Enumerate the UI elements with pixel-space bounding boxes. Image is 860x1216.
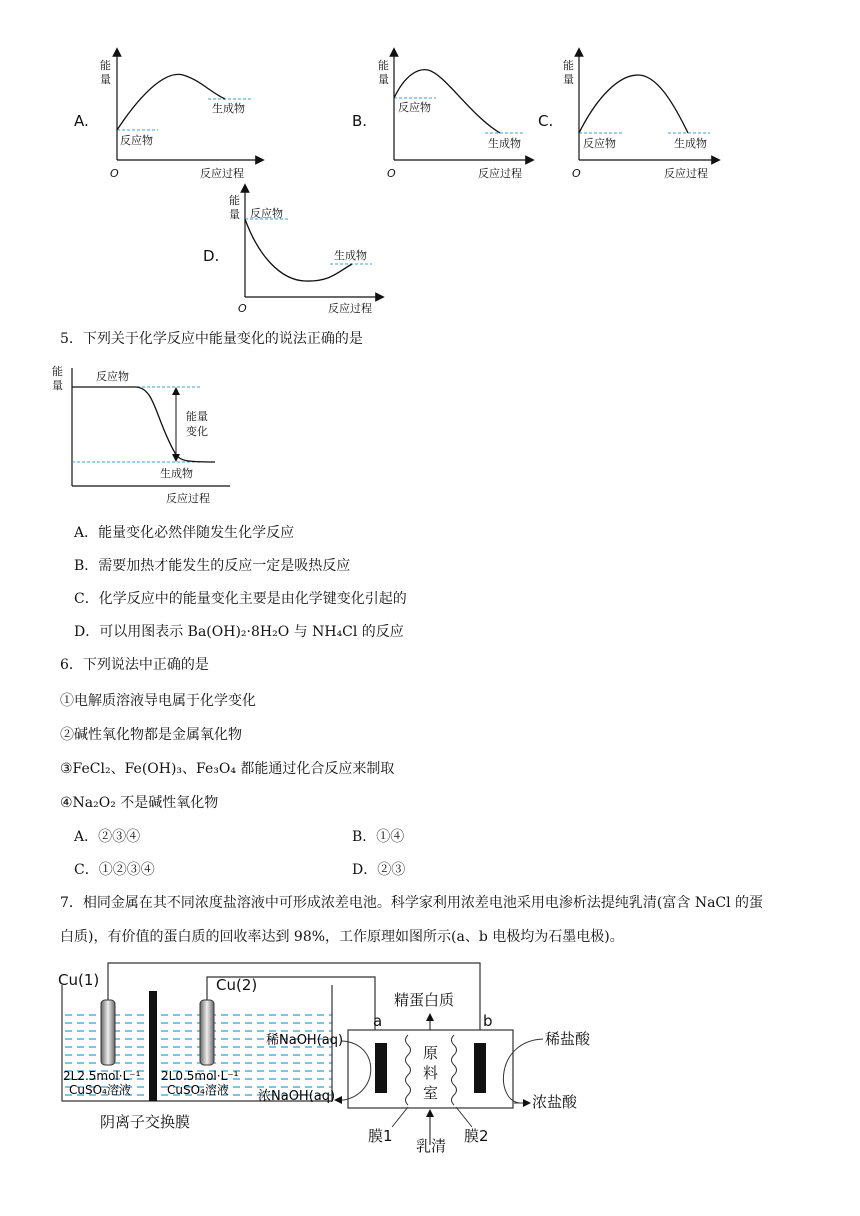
svg-text:能: 能: [229, 194, 240, 207]
svg-text:生成物: 生成物: [488, 137, 521, 150]
graph-d: [203, 188, 380, 315]
svg-text:料: 料: [423, 1064, 439, 1082]
svg-text:a: a: [373, 1012, 383, 1030]
svg-text:量: 量: [100, 73, 111, 86]
anion-exchange-membrane: [149, 991, 157, 1101]
svg-text:O: O: [572, 167, 581, 180]
q7-stem-line2: 白质)，有价值的蛋白质的回收率达到 98%，工作原理如图所示(a、b 电极均为石墨电极)。: [60, 929, 624, 945]
membrane-1: [406, 1035, 411, 1105]
svg-text:能: 能: [563, 59, 574, 72]
svg-text:生成物: 生成物: [212, 102, 245, 115]
q6-item-3: ③FeCl₂、Fe(OH)₃、Fe₃O₄ 都能通过化合反应来制取: [60, 761, 395, 777]
svg-text:变化: 变化: [186, 425, 208, 438]
svg-text:反应过程: 反应过程: [664, 167, 708, 180]
svg-text:生成物: 生成物: [160, 467, 193, 480]
svg-text:浓NaOH(aq): 浓NaOH(aq): [258, 1089, 336, 1104]
curve-c: [579, 75, 688, 133]
q5-figure: [40, 358, 240, 508]
q6-stem: 6．下列说法中正确的是: [60, 657, 209, 673]
svg-text:稀NaOH(aq): 稀NaOH(aq): [266, 1033, 344, 1048]
membrane-2: [452, 1035, 457, 1105]
svg-text:乳清: 乳清: [416, 1137, 447, 1155]
svg-text:反应物: 反应物: [250, 207, 283, 220]
svg-text:阴离子交换膜: 阴离子交换膜: [100, 1113, 191, 1131]
option-c-label: C.: [538, 112, 554, 130]
q7-figure: [40, 955, 620, 1155]
svg-text:反应物: 反应物: [96, 370, 129, 383]
q6-choice-a: A．②③④: [74, 829, 141, 845]
svg-text:反应过程: 反应过程: [166, 492, 210, 505]
svg-text:O: O: [238, 302, 247, 315]
svg-text:膜1: 膜1: [368, 1127, 393, 1145]
svg-text:能: 能: [378, 59, 389, 72]
cu2-electrode: [200, 1000, 214, 1065]
q6-choice-b: B．①④: [352, 829, 405, 845]
svg-text:生成物: 生成物: [334, 249, 367, 262]
q5-choice-a: A．能量变化必然伴随发生化学反应: [74, 525, 295, 541]
q6-item-4: ④Na₂O₂ 不是碱性氧化物: [60, 795, 219, 811]
svg-text:反应过程: 反应过程: [328, 302, 372, 315]
energy-graph-options: [0, 0, 860, 320]
svg-text:能: 能: [100, 59, 111, 72]
svg-text:CuSO₄溶液: CuSO₄溶液: [69, 1083, 131, 1097]
svg-text:Cu(1): Cu(1): [58, 971, 100, 989]
svg-text:量: 量: [563, 73, 574, 86]
svg-text:反应物: 反应物: [583, 137, 616, 150]
q6-item-1: ①电解质溶液导电属于化学变化: [60, 693, 256, 709]
svg-text:CuSO₄溶液: CuSO₄溶液: [167, 1083, 229, 1097]
q7-stem-line1: 7．相同金属在其不同浓度盐溶液中可形成浓差电池。科学家利用浓差电池采用电渗析法提纯乳清(富含 NaCl 的蛋: [60, 895, 764, 911]
svg-text:O: O: [110, 167, 119, 180]
svg-text:反应过程: 反应过程: [200, 167, 244, 180]
svg-text:膜2: 膜2: [464, 1127, 489, 1145]
svg-text:浓盐酸: 浓盐酸: [532, 1093, 578, 1111]
graph-b: [352, 52, 530, 180]
svg-text:反应过程: 反应过程: [478, 167, 522, 180]
svg-text:量: 量: [229, 208, 240, 221]
svg-text:生成物: 生成物: [674, 137, 707, 150]
electrode-b: [474, 1043, 486, 1093]
q6-choice-d: D．②③: [352, 862, 406, 878]
electrode-a: [375, 1043, 387, 1093]
svg-text:精蛋白质: 精蛋白质: [394, 991, 455, 1009]
svg-text:量: 量: [378, 73, 389, 86]
svg-text:室: 室: [423, 1084, 439, 1102]
q5-choice-c: C．化学反应中的能量变化主要是由化学键变化引起的: [74, 591, 407, 607]
q6-item-2: ②碱性氧化物都是金属氧化物: [60, 727, 242, 743]
svg-text:2L2.5mol·L⁻¹: 2L2.5mol·L⁻¹: [63, 1069, 141, 1083]
option-a-label: A.: [74, 112, 89, 130]
svg-text:O: O: [387, 167, 396, 180]
q5-choice-b: B．需要加热才能发生的反应一定是吸热反应: [74, 558, 351, 574]
graph-a: [74, 52, 260, 180]
svg-text:能: 能: [52, 365, 63, 378]
svg-text:反应物: 反应物: [120, 134, 153, 147]
option-d-label: D.: [203, 247, 220, 265]
svg-text:b: b: [483, 1012, 493, 1030]
svg-text:Cu(2): Cu(2): [216, 976, 258, 994]
graph-c: [538, 52, 716, 180]
svg-text:稀盐酸: 稀盐酸: [545, 1030, 591, 1048]
curve-a: [117, 74, 225, 130]
svg-text:量: 量: [52, 379, 63, 392]
cu1-electrode: [101, 1000, 115, 1065]
q6-choice-c: C．①②③④: [74, 862, 155, 878]
q5-choice-d: D．可以用图表示 Ba(OH)₂·8H₂O 与 NH₄Cl 的反应: [74, 624, 404, 640]
option-b-label: B.: [352, 112, 368, 130]
svg-text:2L0.5mol·L⁻¹: 2L0.5mol·L⁻¹: [161, 1069, 239, 1083]
svg-text:原: 原: [423, 1044, 439, 1062]
svg-text:反应物: 反应物: [398, 101, 431, 114]
q5-stem: 5．下列关于化学反应中能量变化的说法正确的是: [60, 331, 363, 347]
svg-text:能量: 能量: [186, 410, 208, 423]
